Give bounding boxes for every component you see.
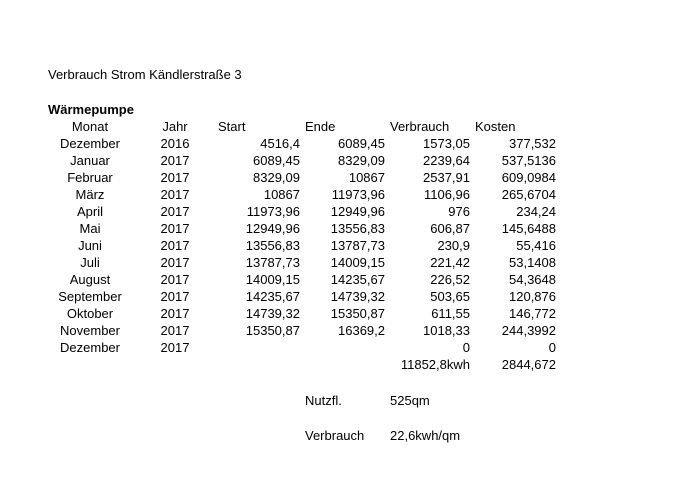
- cell-cost: 145,6488: [501, 221, 556, 236]
- area-value: 525qm: [390, 393, 430, 408]
- cell-end: 6089,45: [338, 136, 385, 151]
- cell-end: 14009,15: [330, 255, 385, 270]
- table-row: [0, 170, 687, 187]
- cell-end: 13556,83: [330, 221, 385, 236]
- cell-end: 12949,96: [330, 204, 385, 219]
- cell-start: 15350,87: [245, 323, 300, 338]
- cell-end: 13787,73: [330, 238, 385, 253]
- header-end: Ende: [305, 119, 336, 134]
- cell-cost: 120,876: [509, 289, 556, 304]
- cell-start: 14235,67: [245, 289, 300, 304]
- cell-end: 11973,96: [331, 187, 385, 202]
- cell-cost: 377,532: [509, 136, 556, 151]
- table-header: [0, 119, 687, 136]
- cell-start: 14739,32: [245, 306, 300, 321]
- cell-consumption: 221,42: [430, 255, 470, 270]
- cell-year: 2017: [160, 272, 190, 287]
- cell-cost: 265,6704: [501, 187, 556, 202]
- cell-year: 2017: [160, 187, 190, 202]
- cell-cost: 234,24: [516, 204, 556, 219]
- header-consumption: Verbrauch: [390, 119, 450, 134]
- table-row: [0, 255, 687, 272]
- header-start: Start: [218, 119, 246, 134]
- cell-cost: 537,5136: [501, 153, 556, 168]
- cell-cost: 53,1408: [509, 255, 556, 270]
- cell-year: 2017: [160, 340, 190, 355]
- cell-consumption: 1573,05: [423, 136, 470, 151]
- cell-cost: 244,3992: [501, 323, 556, 338]
- cell-month: Dezember: [60, 136, 120, 151]
- total-consumption: 11852,8kwh: [400, 357, 470, 372]
- cell-month: Dezember: [60, 340, 120, 355]
- cell-month: Januar: [70, 153, 110, 168]
- cell-consumption: 2537,91: [423, 170, 470, 185]
- table-row: [0, 340, 687, 357]
- cell-cost: 609,0984: [501, 170, 556, 185]
- cell-start: 6089,45: [253, 153, 300, 168]
- table-row: [0, 323, 687, 340]
- cell-end: 8329,09: [338, 153, 385, 168]
- cell-start: 13787,73: [245, 255, 300, 270]
- cell-month: Mai: [79, 221, 101, 236]
- cell-cost: 0: [548, 340, 556, 355]
- table-row: [0, 187, 687, 204]
- header-cost: Kosten: [475, 119, 516, 134]
- cell-year: 2017: [160, 238, 190, 253]
- cell-consumption: 976: [448, 204, 470, 219]
- cell-start: 14009,15: [245, 272, 300, 287]
- usage-value: 22,6kwh/qm: [390, 428, 461, 443]
- document-title: Verbrauch Strom Kändlerstraße 3: [48, 67, 242, 82]
- header-year: Jahr: [162, 119, 188, 134]
- cell-consumption: 226,52: [430, 272, 470, 287]
- cell-month: November: [60, 323, 120, 338]
- cell-end: 14739,32: [330, 289, 385, 304]
- cell-year: 2017: [160, 204, 190, 219]
- area-label: Nutzfl.: [305, 393, 342, 408]
- header-month: Monat: [71, 119, 109, 134]
- cell-consumption: 0: [462, 340, 470, 355]
- cell-cost: 146,772: [509, 306, 556, 321]
- cell-consumption: 230,9: [437, 238, 470, 253]
- cell-year: 2017: [160, 289, 190, 304]
- cell-month: Juni: [78, 238, 102, 253]
- usage-label: Verbrauch: [305, 428, 365, 443]
- cell-end: 15350,87: [330, 306, 385, 321]
- table-row: [0, 221, 687, 238]
- cell-year: 2017: [160, 306, 190, 321]
- cell-consumption: 606,87: [430, 221, 470, 236]
- cell-start: 4516,4: [260, 136, 300, 151]
- table-row: [0, 153, 687, 170]
- cell-cost: 54,3648: [509, 272, 556, 287]
- cell-month: Februar: [67, 170, 113, 185]
- section-heading: Wärmepumpe: [48, 102, 134, 117]
- cell-consumption: 1106,96: [423, 187, 470, 202]
- cell-start: 11973,96: [246, 204, 300, 219]
- table-row: [0, 204, 687, 221]
- total-cost: 2844,672: [501, 357, 556, 372]
- totals-row: [0, 357, 687, 374]
- cell-year: 2017: [160, 255, 190, 270]
- cell-cost: 55,416: [516, 238, 556, 253]
- cell-end: 10867: [348, 170, 385, 185]
- table-row: [0, 272, 687, 289]
- cell-year: 2017: [160, 170, 190, 185]
- cell-consumption: 1018,33: [423, 323, 470, 338]
- table-row: [0, 289, 687, 306]
- cell-start: 10867: [263, 187, 300, 202]
- cell-month: Oktober: [66, 306, 114, 321]
- table-row: [0, 238, 687, 255]
- cell-consumption: 611,55: [431, 306, 470, 321]
- cell-end: 14235,67: [330, 272, 385, 287]
- table-row: [0, 306, 687, 323]
- cell-end: 16369,2: [338, 323, 385, 338]
- cell-month: März: [75, 187, 105, 202]
- cell-consumption: 503,65: [430, 289, 470, 304]
- cell-month: August: [69, 272, 111, 287]
- cell-year: 2016: [160, 136, 190, 151]
- cell-year: 2017: [160, 323, 190, 338]
- cell-start: 13556,83: [245, 238, 300, 253]
- cell-month: September: [58, 289, 122, 304]
- cell-year: 2017: [160, 153, 190, 168]
- cell-consumption: 2239,64: [423, 153, 470, 168]
- cell-start: 8329,09: [253, 170, 300, 185]
- cell-year: 2017: [160, 221, 190, 236]
- table-row: [0, 136, 687, 153]
- cell-month: April: [76, 204, 103, 219]
- cell-month: Juli: [80, 255, 100, 270]
- cell-start: 12949,96: [245, 221, 300, 236]
